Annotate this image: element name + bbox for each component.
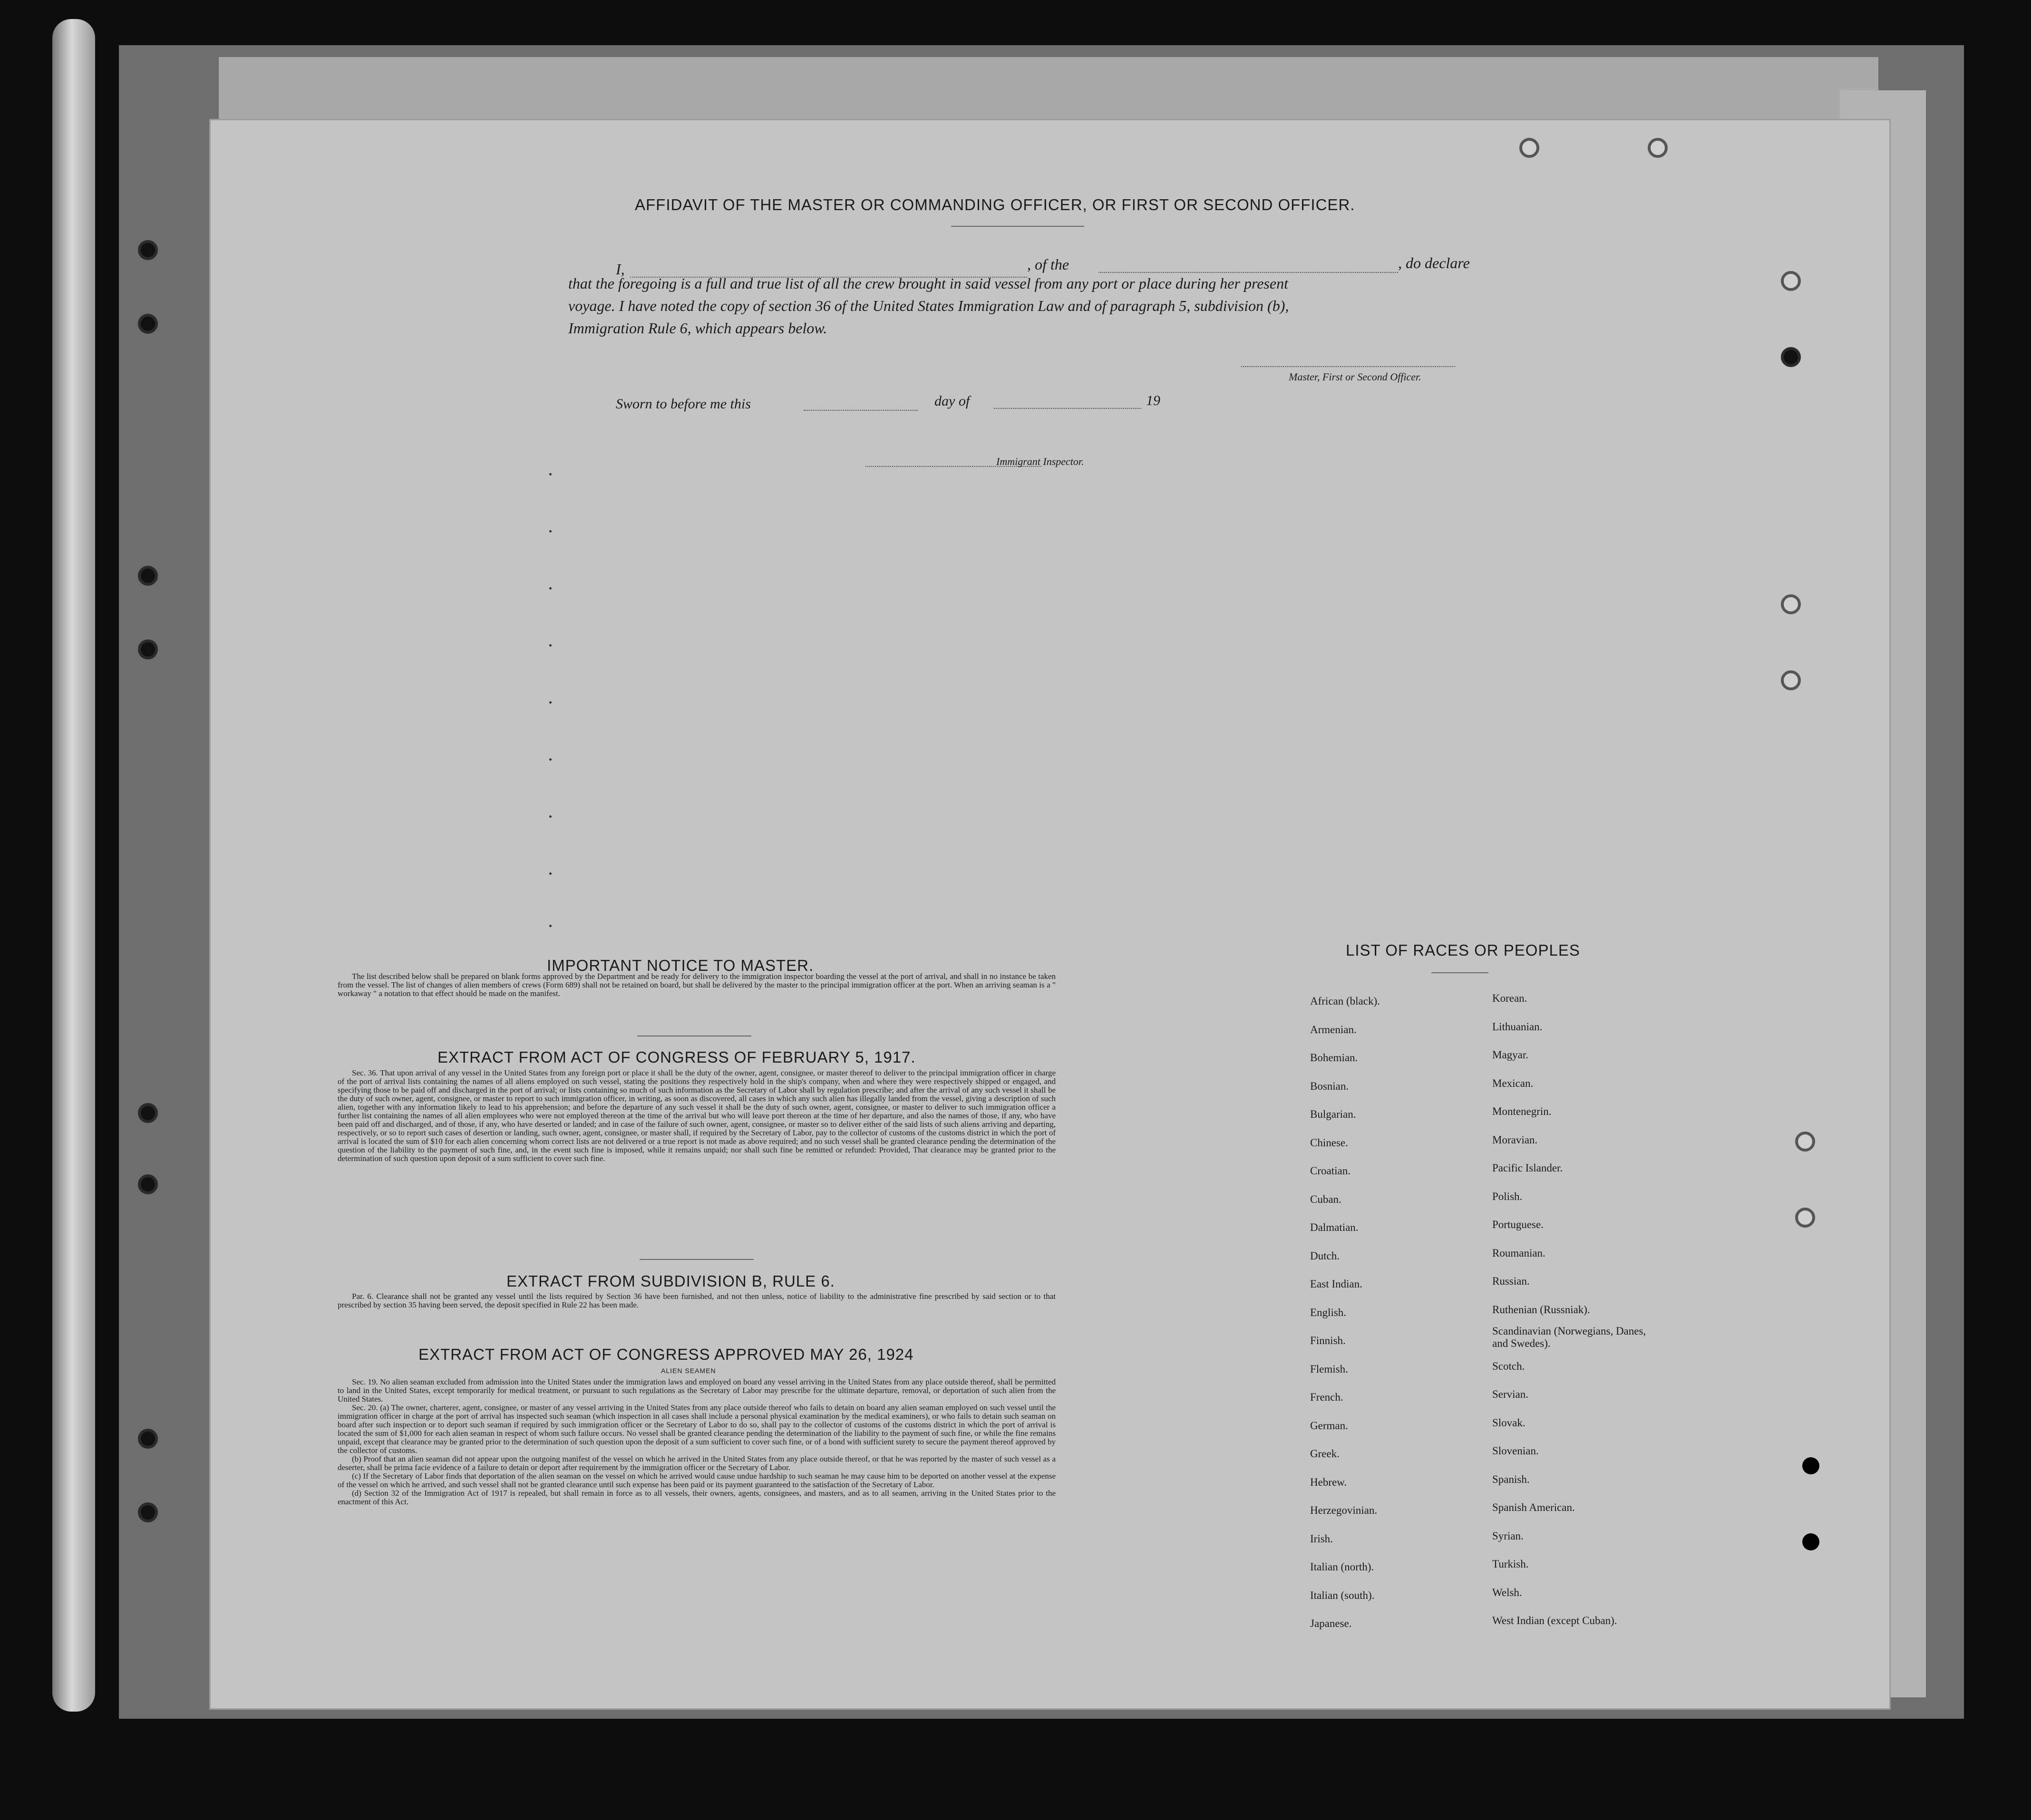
race-item: Moravian. — [1492, 1133, 1538, 1146]
binder-hole — [1781, 347, 1801, 367]
race-item: Herzegovinian. — [1310, 1504, 1378, 1516]
sworn-day-of: day of — [934, 393, 970, 409]
inspector-signature-label: Immigrant Inspector. — [996, 455, 1084, 467]
race-item: Lithuanian. — [1492, 1020, 1543, 1033]
ruling-dot — [549, 758, 552, 761]
binder-hole — [1781, 594, 1801, 614]
race-item: Dalmatian. — [1310, 1221, 1359, 1233]
race-item: Chinese. — [1310, 1136, 1348, 1149]
binder-hole — [1781, 271, 1801, 291]
sworn-text: Sworn to before me this — [616, 396, 751, 412]
ruling-dot — [549, 872, 552, 875]
race-item: Flemish. — [1310, 1363, 1348, 1375]
sworn-year: 19 — [1146, 393, 1160, 408]
race-item: Irish. — [1310, 1532, 1333, 1545]
race-item: French. — [1310, 1391, 1343, 1403]
race-item: Cuban. — [1310, 1193, 1341, 1205]
binder-hole — [138, 1103, 158, 1123]
race-item: Spanish American. — [1492, 1501, 1575, 1513]
subdivision-text: Par. 6. Clearance shall not be granted any vessel until the lists required by Section 36 have been furnished, and not then unless, notice of liability to the administrative fine prescribed by said section or to that prescribed by section 35 having been served, the deposit specified in Rule 22 has been made. — [338, 1292, 1056, 1309]
races-divider — [1431, 972, 1488, 973]
race-item: Armenian. — [1310, 1023, 1357, 1036]
extract-1924-para: (c) If the Secretary of Labor finds that deportation of the alien seaman on the vessel on which he arrived would cause undue hardship to such seaman he may cause him to be deported on another vessel at the expense of the vessel on which he arrived, and such vessel shall not be granted clearance until such expense has been paid or its payment guaranteed to the satisfaction of the Secretary of Labor. — [338, 1471, 1056, 1489]
race-item: Pacific Islander. — [1492, 1162, 1563, 1174]
binder-hole — [1519, 138, 1539, 158]
race-item: Bulgarian. — [1310, 1108, 1356, 1120]
binder-hole — [1781, 670, 1801, 690]
race-item: Spanish. — [1492, 1473, 1530, 1485]
races-title: LIST OF RACES OR PEOPLES — [1346, 941, 1580, 959]
extract-1924-text-block — [338, 1378, 1056, 1506]
race-item: English. — [1310, 1306, 1347, 1318]
race-item: Bosnian. — [1310, 1080, 1349, 1092]
subdivision-title: EXTRACT FROM SUBDIVISION B, RULE 6. — [506, 1272, 835, 1290]
race-item: Slovenian. — [1492, 1445, 1539, 1457]
race-item: Italian (south). — [1310, 1589, 1375, 1601]
race-item: Croatian. — [1310, 1165, 1351, 1177]
binder-hole — [138, 1429, 158, 1449]
race-item: Hebrew. — [1310, 1476, 1347, 1488]
race-item: Slovak. — [1492, 1416, 1526, 1429]
race-item: Italian (north). — [1310, 1561, 1374, 1573]
ruling-dot — [549, 473, 552, 475]
binder-hole — [1795, 1132, 1815, 1152]
master-signature-label: Master, First or Second Officer. — [1289, 371, 1421, 383]
binder-hole — [138, 639, 158, 659]
race-item: African (black). — [1310, 995, 1380, 1007]
affidavit-do-declare: , do declare — [1398, 254, 1470, 271]
binder-hole — [138, 1174, 158, 1194]
binder-hole — [1802, 1533, 1819, 1550]
race-item: Welsh. — [1492, 1586, 1522, 1598]
race-item: East Indian. — [1310, 1278, 1362, 1290]
race-item: Syrian. — [1492, 1530, 1524, 1542]
sworn-month-blank — [994, 408, 1141, 409]
binder-hole — [1795, 1208, 1815, 1228]
race-item: Magyar. — [1492, 1049, 1529, 1061]
race-item: Dutch. — [1310, 1249, 1340, 1262]
master-signature-line — [1241, 366, 1455, 367]
race-item: Servian. — [1492, 1388, 1529, 1400]
notice-text-block — [338, 972, 1056, 998]
affidavit-of-the: , of the — [1027, 256, 1069, 273]
extract-1924-subtitle: ALIEN SEAMEN — [661, 1367, 716, 1375]
race-item: Japanese. — [1310, 1617, 1352, 1629]
notice-title: IMPORTANT NOTICE TO MASTER. — [547, 957, 814, 974]
race-item: Greek. — [1310, 1448, 1340, 1460]
race-item: Roumanian. — [1492, 1247, 1545, 1259]
binder-hole — [138, 566, 158, 586]
race-item: Turkish. — [1492, 1558, 1529, 1570]
ruling-dot — [549, 587, 552, 590]
extract-1924-para: Sec. 19. No alien seaman excluded from admission into the United States under the immigration laws and employed on board any vessel arriving in the United States from any place outside thereof, shall be permitted to land in the United States, except temporarily for medical treatment, or pursuant to such regulations as the Secretary of Labor may prescribe for the ultimate departure, removal, or deportation of such alien from the United States. — [338, 1377, 1056, 1404]
binder-hole — [138, 1502, 158, 1522]
extract-1924-para: (d) Section 32 of the Immigration Act of 1917 is repealed, but shall remain in force as to all vessels, their owners, agents, consignees, and masters, and as to all seamen, arriving in the United States prior to the enactment of this Act. — [338, 1489, 1056, 1506]
binder-hole — [1648, 138, 1668, 158]
race-item: Ruthenian (Russniak). — [1492, 1303, 1590, 1316]
extract-1924-para: Sec. 20. (a) The owner, charterer, agent, consignee, or master of any vessel arriving in the United States from any place outside thereof who fails to detain on board any alien seaman employed on such vessel until the immigration officer in charge at the port of arrival has inspected such seaman (which inspection in all cases shall include a personal physical examination by the medical examiners), or who fails to detain such seaman on board after such inspection or to deport such seaman if required by such immigration officer or the Secretary of Labor to do so, shall pay to the collector of customs of the customs district in which the port of arrival is located the sum of $1,000 for each alien seaman in respect of whom such failure occurs. No vessel shall be granted clearance pending the determination of the liability to the payment of such fine, or while the fine remains unpaid, except that clearance may be granted prior to the determination of such question upon the deposit of a sum sufficient to cover such fine, or of a bond with sufficient surety to secure the payment thereof approved by the collector of customs. — [338, 1403, 1056, 1455]
race-item: West Indian (except Cuban). — [1492, 1615, 1617, 1626]
scanner-roller — [52, 19, 95, 1712]
race-item: Portuguese. — [1492, 1219, 1544, 1230]
race-item: Mexican. — [1492, 1077, 1534, 1089]
binder-hole — [138, 314, 158, 334]
affidavit-line-1: that the foregoing is a full and true list of all the crew brought in said vessel from any port or place during her present — [568, 275, 1288, 292]
race-item: Russian. — [1492, 1275, 1530, 1287]
subdivision-text-block — [338, 1292, 1056, 1309]
ruling-dot — [549, 815, 552, 818]
ruling-dot — [549, 644, 552, 647]
vessel-blank — [1098, 272, 1398, 273]
race-item: German. — [1310, 1419, 1348, 1432]
extract-1924-title: EXTRACT FROM ACT OF CONGRESS APPROVED MAY 26, 1924 — [418, 1346, 914, 1363]
extract-1924-para: (b) Proof that an alien seaman did not appear upon the outgoing manifest of the vessel on which he arrived in the United States from any place outside thereof, or that he was reported by the master of such vessel as a deserter, shall be prima facie evidence of a failure to detain or deport after requirement by the immigration officer or the Secretary of Labor. — [338, 1454, 1056, 1472]
title-divider — [951, 226, 1084, 227]
extract-1917-divider — [640, 1259, 754, 1260]
race-item: Scandinavian (Norwegians, Danes, and Swedes). — [1492, 1325, 1646, 1349]
ruling-dot — [549, 925, 552, 927]
affidavit-title: AFFIDAVIT OF THE MASTER OR COMMANDING OFFICER, OR FIRST OR SECOND OFFICER. — [635, 196, 1355, 213]
extract-1917-title: EXTRACT FROM ACT OF CONGRESS OF FEBRUARY 5, 1917. — [437, 1048, 916, 1066]
binder-hole — [1802, 1457, 1819, 1474]
race-item: Polish. — [1492, 1190, 1523, 1202]
extract-1917-text-block — [338, 1069, 1056, 1163]
affidavit-i-label: I, — [616, 261, 625, 278]
race-item: Korean. — [1492, 992, 1527, 1004]
race-item: Bohemian. — [1310, 1052, 1358, 1064]
ruling-dot — [549, 530, 552, 532]
binder-hole — [138, 240, 158, 260]
race-item: Scotch. — [1492, 1360, 1525, 1372]
notice-text: The list described below shall be prepared on blank forms approved by the Department and be ready for delivery to the immigration inspector boarding the vessel at the port of arrival, and shall in no instance be taken from the vessel. The list of changes of alien members of crews (Form 689) shall not be retained on board, but shall be delivered by the master to the principal immigration officer at the port. When an arriving seaman is a " workaway " a notation to that effect should be made on the manifest. — [338, 972, 1056, 998]
extract-1917-text: Sec. 36. That upon arrival of any vessel in the United States from any foreign port or place it shall be the duty of the owner, agent, consignee, or master thereof to deliver to the principal immigration officer in charge of the port of arrival lists containing the names of all aliens employed on such vessel, stating the positions they respectively hold in the ship's company, when and where they were respectively shipped or engaged, and specifying those to be paid off and discharged in the port of arrival; or lists containing so much of such information as the Secretary of Labor shall by regulation prescribe; and after the arrival of any such vessel it shall be the duty of such owner, agent, consignee, or master to report to such immigration officer, in writing, as soon as discovered, all cases in which any such alien has illegally landed from the vessel, giving a description of such alien, together with any information likely to lead to his apprehension; and before the departure of any such vessel it shall be the duty of such owner, agent, consignee, or master to deliver to such immigration officer a further list containing the names of all alien employees who were not employed thereon at the time of the arrival but who will leave port thereon at the time of her departure, and also the names of those, if any, who have been paid off and discharged, and of those, if any, who have deserted or landed; and in case of the failure of such owner, agent, consignee, or master so to deliver either of the said lists of such aliens arriving and departing, respectively, or so to report such cases of desertion or landing, such owner, agent, consignee, or master shall, if required by the Secretary of Labor, pay to the collector of customs of the customs district in which the port of arrival is located the sum of $10 for each alien concerning whom correct lists are not delivered or a true report is not made as above required; and no such vessel shall be granted clearance pending the determination of the question of the liability to the payment of such fine, and, in the event such fine is imposed, while it remains unpaid; nor shall such fine be remitted or refunded: Provided, That clearance may be granted prior to the determination of such question upon deposit of a sum sufficient to cover such fine. — [338, 1068, 1056, 1163]
ruling-dot — [549, 701, 552, 704]
race-item: Montenegrin. — [1492, 1105, 1552, 1117]
affidavit-line-2: voyage. I have noted the copy of section 36 of the United States Immigration Law and of paragraph 5, subdivision (b), — [568, 297, 1289, 314]
sworn-day-blank — [804, 410, 918, 411]
race-item: Finnish. — [1310, 1335, 1346, 1346]
affidavit-line-3: Immigration Rule 6, which appears below. — [568, 319, 827, 337]
